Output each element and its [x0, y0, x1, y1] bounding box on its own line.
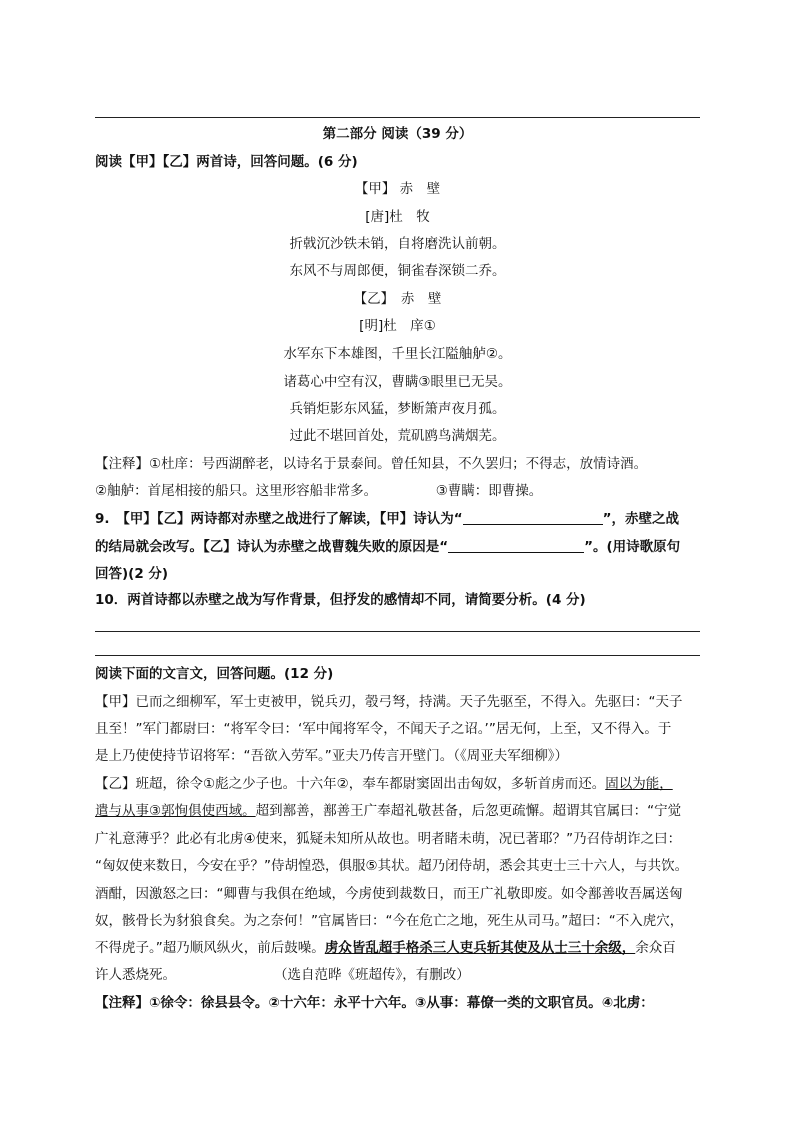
- text-b-line: 奴，骸骨长为豺狼食矣。为之奈何！”官属皆曰：“今在危亡之地，死生从司马。”超曰：“不入虎穴，: [95, 913, 684, 929]
- text-b-line: [95, 962, 700, 988]
- poem-intro: 阅读【甲】【乙】两首诗，回答问题。(6 分): [95, 154, 358, 170]
- poem-b-line: 过此不堪回首处，荒矶鸥鸟满烟芜。: [289, 428, 506, 444]
- text-a-line: 【甲】已而之细柳军，军士吏被甲，锐兵刃，彀弓弩，持满。天子先驱至，不得入。先驱曰：“天子: [95, 694, 683, 710]
- section-title: 第二部分 阅读（39 分）: [322, 126, 473, 142]
- question-9-line-2: [95, 534, 700, 560]
- question-9-line-1: [95, 506, 700, 532]
- text-a-line: 且至！”军门都尉曰：“将军令曰：‘军中闻将军令，不闻天子之诏。’”居无何，上至，又不得入。于: [95, 721, 672, 737]
- poem-b-line: 水军东下本雄图，千里长江隘舳舻②。: [283, 346, 512, 362]
- poem-a-author: [唐]杜 牧: [365, 209, 430, 225]
- text-b-text: 【乙】班超，徐令①彪之少子也。十六年②，奉车都尉窦固出击匈奴，多斩首虏而还。: [95, 776, 606, 792]
- text-b-underlined: 固以为能，: [605, 776, 673, 792]
- text-b-text: 余众百: [635, 940, 676, 956]
- text-b-line: 广礼意薄乎？此必有北虏④使来，狐疑未知所从故也。明者睹未萌，况已著耶？”乃召侍胡诈之曰：: [95, 831, 682, 847]
- poem-b-title: 【乙】 赤 壁: [353, 291, 442, 307]
- q9-text: 9. 【甲】【乙】两诗都对赤壁之战进行了解读，【甲】诗认为“: [95, 511, 463, 527]
- classical-intro: 阅读下面的文言文，回答问题。(12 分): [95, 666, 334, 682]
- question-9-line-3: 回答)(2 分): [95, 566, 169, 582]
- poem-note-2b: ③曹瞒：即曹操。: [435, 483, 543, 499]
- top-rule: [95, 117, 700, 118]
- poem-note-2: [95, 478, 700, 504]
- poem-b-author: [明]杜 庠①: [359, 318, 436, 334]
- text-b-line: [95, 798, 700, 824]
- text-b-source: （选自范晔《班超传》，有删改）: [274, 967, 470, 983]
- text-b-underlined: 虏众皆乱超手格杀三人吏兵斩其使及从士三十余级，: [324, 940, 636, 956]
- poem-b-line: 诸葛心中空有汉，曹瞒③眼里已无吴。: [283, 374, 512, 390]
- poem-a-line: 东风不与周郎便，铜雀春深锁二乔。: [289, 263, 506, 279]
- poem-a-line: 折戟沉沙铁未销，自将磨洗认前朝。: [289, 236, 506, 252]
- text-b-text: 不得虎子。”超乃顺风纵火，前后鼓噪。: [95, 940, 325, 956]
- poem-b-line: 兵销炬影东风猛，梦断箫声夜月孤。: [289, 401, 506, 417]
- text-b-line: [95, 771, 700, 797]
- q9-text: ”，赤壁之战: [602, 511, 680, 527]
- q9-text: ”。(用诗歌原句: [584, 539, 681, 555]
- text-b-line: 酒酣，因激怒之曰：“卿曹与我俱在绝域，今虏使到裁数日，而王广礼敬即废。如令鄯善收吾属送匈: [95, 886, 683, 902]
- q9-text: 的结局就会改写。【乙】诗认为赤壁之战曹魏失败的原因是“: [95, 539, 449, 555]
- text-b-line: “匈奴使来数日，今安在乎？”侍胡惶恐，俱服⑤其状。超乃闭侍胡，悉会其吏士三十六人，与共饮。: [95, 858, 689, 874]
- text-b-text: 超到鄯善，鄯善王广奉超礼敬甚备，后忽更疏懈。超谓其官属曰：“宁觉: [255, 803, 682, 819]
- text-a-line: 是上乃使使持节诏将军：“吾欲入劳军。”亚夫乃传言开壁门。（《周亚夫军细柳》）: [95, 748, 568, 764]
- poem-note: 【注释】①杜庠：号西湖醉老，以诗名于景泰间。曾任知县，不久罢归；不得志，放情诗酒。: [95, 456, 648, 472]
- text-b-text: 许人悉烧死。: [95, 967, 176, 983]
- answer-line[interactable]: [95, 631, 700, 632]
- poem-a-title: 【甲】 赤 壁: [354, 181, 441, 197]
- text-b-line: [95, 935, 700, 961]
- question-10: 10．两首诗都以赤壁之战为写作背景，但抒发的感情却不同，请简要分析。(4 分): [95, 592, 586, 608]
- text-b-notes: 【注释】①徐令：徐县县令。②十六年：永平十六年。③从事：幕僚一类的文职官员。④北虏：: [95, 995, 654, 1011]
- answer-blank-1[interactable]: [463, 510, 603, 525]
- text-b-underlined: 遣与从事③郭恂俱使西域。: [95, 803, 256, 819]
- answer-line[interactable]: [95, 655, 700, 656]
- poem-note-2a: ②舳舻：首尾相接的船只。这里形容船非常多。: [95, 483, 378, 499]
- answer-blank-2[interactable]: [448, 538, 584, 553]
